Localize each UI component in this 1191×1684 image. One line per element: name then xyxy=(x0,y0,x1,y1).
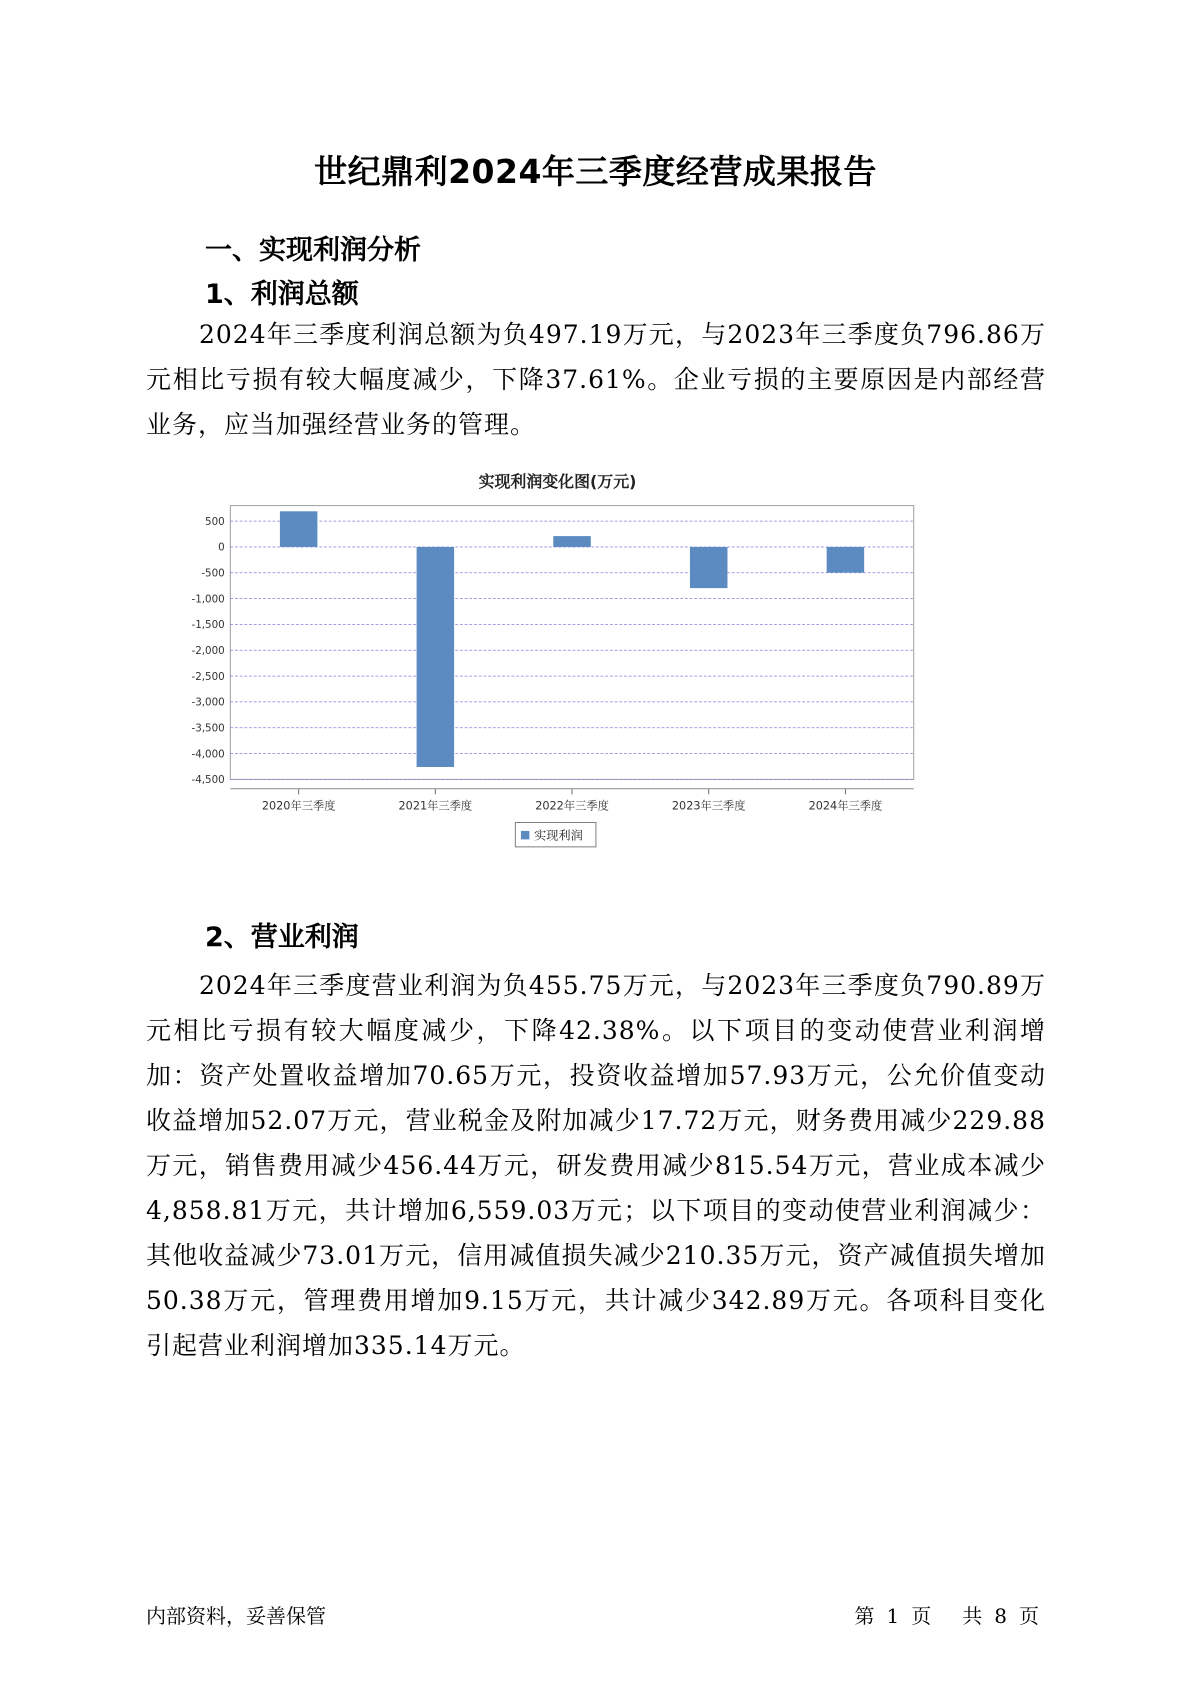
y-tick-label: -1,500 xyxy=(191,619,225,632)
y-tick-label: 0 xyxy=(218,541,225,554)
x-tick-label: 2021年三季度 xyxy=(398,799,473,813)
x-tick-label: 2024年三季度 xyxy=(808,799,883,813)
profit-bar-chart xyxy=(150,470,1040,920)
y-tick-label: 500 xyxy=(205,515,225,528)
legend-label: 实现利润 xyxy=(534,828,583,843)
legend-swatch xyxy=(521,831,529,839)
y-tick-label: -500 xyxy=(201,567,225,580)
footer-page-number: 1 xyxy=(886,1604,900,1628)
bar xyxy=(827,547,865,573)
x-tick-label: 2022年三季度 xyxy=(535,799,609,813)
y-tick-label: -2,500 xyxy=(191,670,225,683)
footer-page-unit: 页 xyxy=(911,1604,932,1628)
footer-total-prefix: 共 xyxy=(962,1604,983,1628)
x-tick-label: 2020年三季度 xyxy=(261,799,336,813)
y-tick-label: -2,000 xyxy=(191,644,225,657)
y-tick-label: -4,000 xyxy=(191,748,225,761)
footer-total-pages: 8 xyxy=(994,1604,1007,1628)
footer-confidential-note: 内部资料，妥善保管 xyxy=(146,1604,326,1628)
chart-title: 实现利润变化图(万元) xyxy=(478,471,637,491)
y-tick-label: -3,500 xyxy=(191,722,225,735)
y-tick-label: -4,500 xyxy=(191,774,225,787)
subheading-total-profit: 1、利润总额 xyxy=(205,279,359,310)
footer-page-prefix: 第 xyxy=(854,1604,875,1628)
bar xyxy=(690,547,728,588)
bar xyxy=(417,547,455,767)
section-heading-profit-analysis: 一、实现利润分析 xyxy=(205,235,421,266)
paragraph-total-profit: 2024年三季度利润总额为负497.19万元，与2023年三季度负796.86万元相比亏损有较大幅度减少，下降37.61%。企业亏损的主要原因是内部经营业务，应当加强经营业务的管理。 xyxy=(146,320,1046,439)
footer-page-info xyxy=(848,1600,1045,1629)
y-tick-label: -1,000 xyxy=(191,593,225,606)
bar xyxy=(553,536,591,547)
x-tick-label: 2023年三季度 xyxy=(671,799,746,813)
subheading-operating-profit: 2、营业利润 xyxy=(205,922,359,953)
paragraph-operating-profit: 2024年三季度营业利润为负455.75万元，与2023年三季度负790.89万元相比亏损有较大幅度减少，下降42.38%。以下项目的变动使营业利润增加：资产处置收益增加70.65万元，投资收益增加57.93万元，公允价值变动收益增加52.07万元，营业税金及附加减少17.72万元，财务费用减少229.88万元，销售费用减少456.44万元，研发费用减少815.54万元，营业成本减少4,858.81万元，共计增加6,559.03万元；以下项目的变动使营业利润减少：其他收益减少73.01万元，信用减值损失减少210.35万元，资产减值损失增加50.38万元，管理费用增加9.15万元，共计减少342.89万元。各项科目变化引起营业利润增加335.14万元。 xyxy=(146,971,1046,1360)
page-title: 世纪鼎利2024年三季度经营成果报告 xyxy=(314,152,877,191)
footer-total-unit: 页 xyxy=(1019,1604,1039,1628)
y-tick-label: -3,000 xyxy=(191,696,225,709)
bar xyxy=(280,511,318,547)
